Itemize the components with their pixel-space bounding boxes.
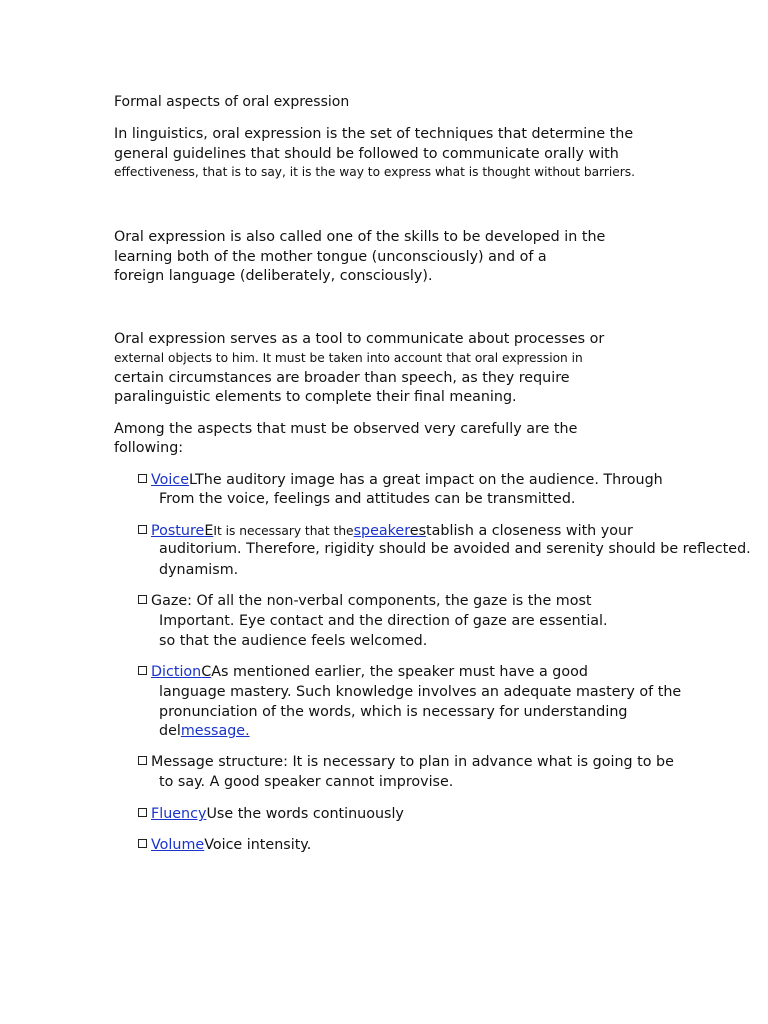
list-item-gaze bbox=[138, 592, 592, 610]
voice-line-2: From the voice, feelings and attitudes can be transmitted. bbox=[159, 491, 576, 507]
document-title: Formal aspects of oral expression bbox=[114, 94, 350, 110]
fluency-link[interactable]: Fluency bbox=[151, 806, 207, 822]
posture-line-2: auditorium. Therefore, rigidity should be avoided and serenity should be reflected. bbox=[159, 541, 751, 557]
paragraph-3-line-1: Oral expression serves as a tool to communicate about processes or bbox=[114, 331, 605, 347]
checkbox-bullet-icon bbox=[138, 839, 147, 848]
diction-line-4 bbox=[159, 722, 250, 740]
gaze-line-2: Important. Eye contact and the direction of gaze are essential. bbox=[159, 613, 608, 629]
posture-line-3: dynamism. bbox=[159, 562, 239, 578]
checkbox-bullet-icon bbox=[138, 756, 147, 765]
paragraph-4-line-1: Among the aspects that must be observed very carefully are the bbox=[114, 421, 578, 437]
paragraph-3-line-2: external objects to him. It must be taken into account that oral expression in bbox=[114, 351, 583, 365]
checkbox-bullet-icon bbox=[138, 474, 147, 483]
gaze-text: Gaze: Of all the non-verbal components, the gaze is the most bbox=[151, 593, 592, 609]
structure-text: Message structure: It is necessary to plan in advance what is going to be bbox=[151, 754, 674, 770]
list-item-fluency bbox=[138, 805, 404, 823]
gaze-line-3: so that the audience feels welcomed. bbox=[159, 633, 428, 649]
list-item-voice bbox=[138, 471, 663, 489]
structure-line-2: to say. A good speaker cannot improvise. bbox=[159, 774, 454, 790]
diction-line-2: language mastery. Such knowledge involves an adequate mastery of the bbox=[159, 684, 682, 700]
posture-underlined-text: es bbox=[409, 523, 427, 539]
list-item-volume bbox=[138, 836, 311, 854]
list-item-message-structure bbox=[138, 753, 674, 771]
diction-line-4-text: del bbox=[159, 723, 181, 739]
paragraph-4-line-2: following: bbox=[114, 440, 184, 456]
paragraph-1-line-1: In linguistics, oral expression is the set of techniques that determine the bbox=[114, 126, 634, 142]
list-item-posture bbox=[138, 522, 633, 540]
posture-marker: E bbox=[204, 523, 214, 539]
checkbox-bullet-icon bbox=[138, 666, 147, 675]
voice-link[interactable]: Voice bbox=[151, 472, 190, 488]
volume-link[interactable]: Volume bbox=[151, 837, 205, 853]
message-link[interactable]: message. bbox=[180, 723, 250, 739]
paragraph-1-line-3: effectiveness, that is to say, it is the way to express what is thought without barriers. bbox=[114, 165, 636, 179]
diction-line-3: pronunciation of the words, which is necessary for understanding bbox=[159, 704, 628, 720]
paragraph-2-line-2: learning both of the mother tongue (unconsciously) and of a bbox=[114, 249, 547, 265]
paragraph-2-line-1: Oral expression is also called one of the skills to be developed in the bbox=[114, 229, 606, 245]
diction-text: As mentioned earlier, the speaker must have a good bbox=[211, 664, 588, 680]
paragraph-3-line-3: certain circumstances are broader than speech, as they require bbox=[114, 370, 570, 386]
speaker-link[interactable]: speaker bbox=[353, 523, 410, 539]
diction-link[interactable]: Diction bbox=[151, 664, 202, 680]
posture-link[interactable]: Posture bbox=[151, 523, 205, 539]
paragraph-3-line-4: paralinguistic elements to complete their final meaning. bbox=[114, 389, 517, 405]
diction-marker: C bbox=[201, 664, 212, 680]
volume-text: Voice intensity. bbox=[204, 837, 312, 853]
checkbox-bullet-icon bbox=[138, 595, 147, 604]
posture-small-text: It is necessary that the bbox=[213, 524, 354, 538]
paragraph-1-line-2: general guidelines that should be followed to communicate orally with bbox=[114, 146, 619, 162]
fluency-text: Use the words continuously bbox=[206, 806, 404, 822]
posture-text: tablish a closeness with your bbox=[426, 523, 633, 539]
paragraph-2-line-3: foreign language (deliberately, consciously). bbox=[114, 268, 433, 284]
voice-text: LThe auditory image has a great impact on the audience. Through bbox=[189, 472, 663, 488]
checkbox-bullet-icon bbox=[138, 808, 147, 817]
list-item-diction bbox=[138, 663, 588, 681]
checkbox-bullet-icon bbox=[138, 525, 147, 534]
